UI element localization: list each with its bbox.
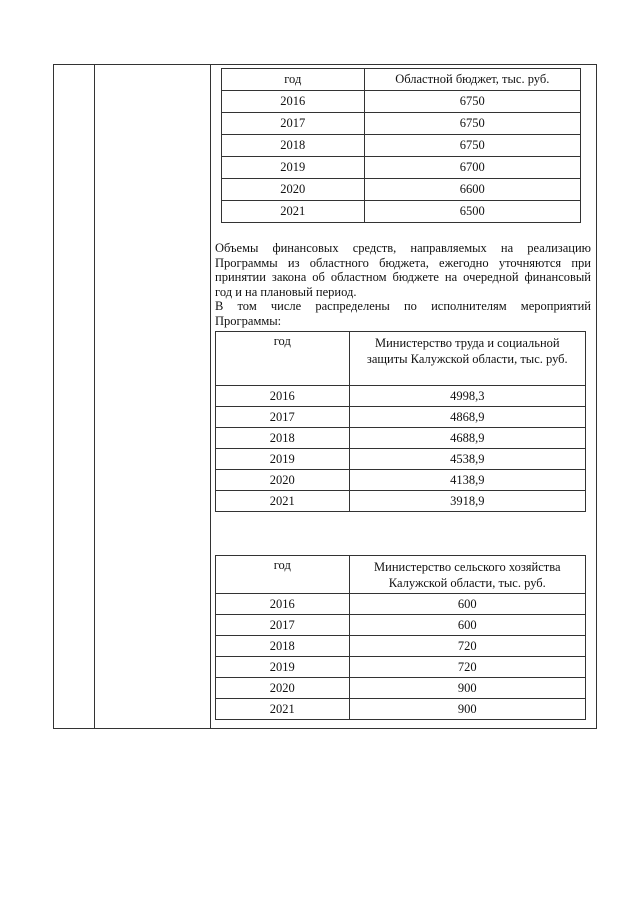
value-cell: 900 — [349, 699, 585, 720]
year-cell: 2018 — [216, 428, 350, 449]
content-cell — [215, 68, 591, 720]
table-row — [222, 201, 581, 223]
value-cell: 6500 — [364, 201, 580, 223]
year-cell: 2018 — [216, 636, 350, 657]
table-row — [216, 636, 586, 657]
value-cell: 3918,9 — [349, 491, 585, 512]
year-cell: 2017 — [216, 407, 350, 428]
table-row — [216, 594, 586, 615]
year-cell: 2016 — [222, 91, 365, 113]
table-row — [216, 470, 586, 491]
value-cell: 600 — [349, 615, 585, 636]
year-cell: 2020 — [222, 179, 365, 201]
table-header-row — [216, 332, 586, 386]
table-row — [216, 386, 586, 407]
value-cell: 720 — [349, 657, 585, 678]
year-cell: 2016 — [216, 386, 350, 407]
value-cell: 4538,9 — [349, 449, 585, 470]
table-row — [216, 407, 586, 428]
table-row — [222, 179, 581, 201]
labor-ministry-table — [215, 331, 586, 512]
year-header: год — [216, 332, 350, 386]
year-cell: 2018 — [222, 135, 365, 157]
year-cell: 2019 — [216, 449, 350, 470]
table-row — [216, 491, 586, 512]
table-header-row — [216, 556, 586, 594]
year-cell: 2016 — [216, 594, 350, 615]
value-cell: 4688,9 — [349, 428, 585, 449]
year-header: год — [222, 69, 365, 91]
budget-header: Областной бюджет, тыс. руб. — [364, 69, 580, 91]
column-divider-1 — [94, 65, 95, 728]
funding-paragraph: Объемы финансовых средств, направляемых на реализацию Программы из областного бюджета, ежегодно уточняются при принятии закона об областном бюджете на очередной финансовый год и на плановый период. — [215, 241, 591, 299]
value-cell: 6600 — [364, 179, 580, 201]
table-row — [216, 449, 586, 470]
value-cell: 6700 — [364, 157, 580, 179]
table-row — [222, 113, 581, 135]
year-cell: 2020 — [216, 470, 350, 491]
table-row — [216, 678, 586, 699]
value-cell: 900 — [349, 678, 585, 699]
table-row — [222, 91, 581, 113]
ministry-header: Министерство труда и социальной защиты Калужской области, тыс. руб. — [349, 332, 585, 386]
year-cell: 2021 — [216, 491, 350, 512]
outer-table-frame — [53, 64, 597, 729]
table-row — [216, 615, 586, 636]
year-cell: 2021 — [216, 699, 350, 720]
value-cell: 600 — [349, 594, 585, 615]
year-cell: 2019 — [216, 657, 350, 678]
year-cell: 2017 — [222, 113, 365, 135]
year-cell: 2020 — [216, 678, 350, 699]
value-cell: 4998,3 — [349, 386, 585, 407]
value-cell: 4138,9 — [349, 470, 585, 491]
table-row — [222, 157, 581, 179]
distribution-paragraph: В том числе распределены по исполнителям мероприятий Программы: — [215, 299, 591, 328]
ministry-header: Министерство сельского хозяйства Калужской области, тыс. руб. — [349, 556, 585, 594]
year-cell: 2021 — [222, 201, 365, 223]
table-row — [216, 657, 586, 678]
table-row — [216, 428, 586, 449]
agriculture-ministry-table — [215, 555, 586, 720]
value-cell: 720 — [349, 636, 585, 657]
value-cell: 6750 — [364, 91, 580, 113]
column-divider-2 — [210, 65, 211, 728]
value-cell: 4868,9 — [349, 407, 585, 428]
value-cell: 6750 — [364, 113, 580, 135]
table-row — [222, 135, 581, 157]
regional-budget-table — [221, 68, 581, 223]
value-cell: 6750 — [364, 135, 580, 157]
table-header-row — [222, 69, 581, 91]
year-cell: 2019 — [222, 157, 365, 179]
year-header: год — [216, 556, 350, 594]
table-row — [216, 699, 586, 720]
year-cell: 2017 — [216, 615, 350, 636]
